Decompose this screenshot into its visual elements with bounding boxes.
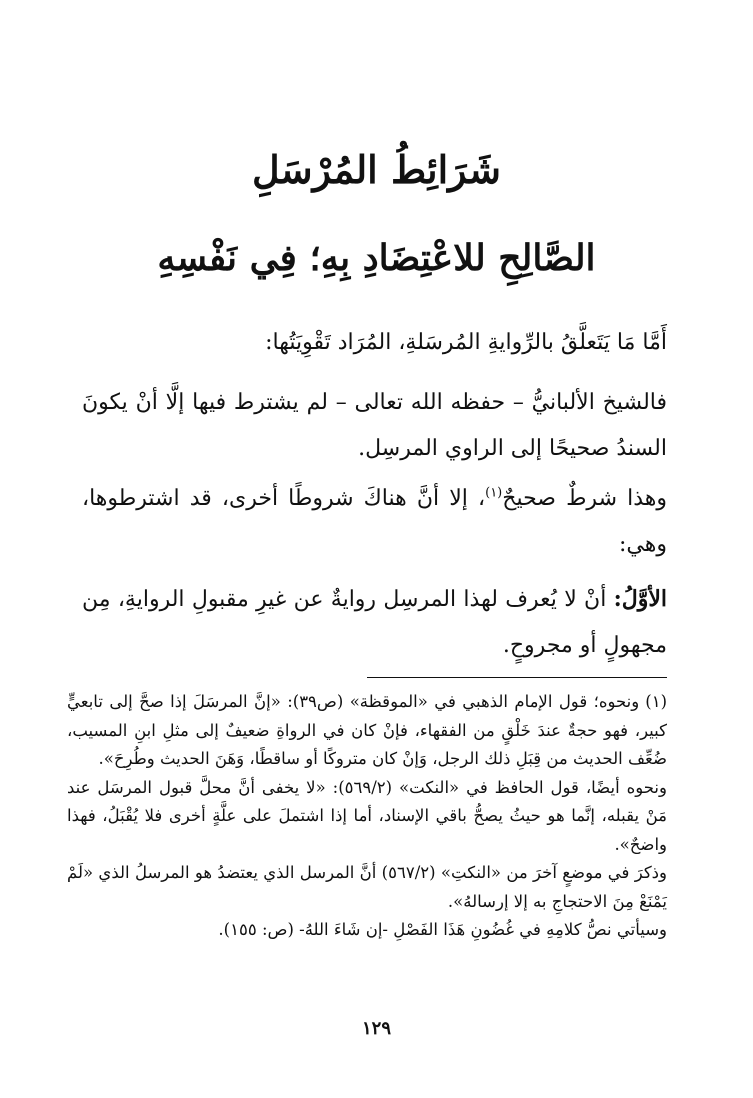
first-condition-text: أنْ لا يُعرف لهذا المرسِل روايةٌ عن غيرِ مقبولِ الروايةِ، مِن مجهولٍ أو مجروحٍ.: [82, 587, 667, 658]
chapter-subtitle: الصَّالِحِ للاعْتِضَادِ بِهِ؛ فِي نَفْسِهِ: [157, 237, 596, 279]
paragraph-conditions: [82, 476, 667, 568]
paragraph-conditions-end: ، إلا أنَّ هناكَ شروطًا أخرى، قد اشترطوها، وهي:: [82, 486, 667, 557]
footnote-1-number: (١): [645, 692, 667, 711]
footnote-reference: (١): [485, 485, 503, 501]
footnote-1-text: ونحوه؛ قول الإمام الذهبي في «الموقظة» (ص٣٩): «إنَّ المرسَلَ إذا صحَّ إلى تابعيٍّ كبير، فهو حجةٌ عندَ خَلْقٍ من الفقهاء، فإنْ كان في الرواةِ ضعيفٌ إلى مثلِ ابنِ المسيب، ضُعِّف الحديث من قِبَلِ ذلك الرجل، وَإنْ كان متروكًا أو ساقطًا، وَهَنَ الحديث وطُرِحَ».: [67, 692, 667, 768]
chapter-title: شَرَائِطُ المُرْسَلِ: [252, 147, 501, 192]
footnote-4: وسيأتي نصُّ كلامِهِ في غُضُونِ هَذَا الفَصْلِ -إن شَاءَ اللهُ- (ص: ١٥٥).: [218, 920, 667, 939]
paragraph-albani: فالشيخ الألبانيُّ – حفظه الله تعالى – لم يشترط فيها إلَّا أنْ يكونَ السندُ صحيحًا إلى الراوي المرسِل.: [82, 390, 667, 461]
page-number: ١٢٩: [361, 1018, 391, 1039]
paragraph-intro: أَمَّا مَا يَتَعلَّقُ بالرِّوايةِ المُرسَلةِ، المُرَاد تَقْوِيَتُها:: [265, 330, 667, 355]
footnote-2: ونحوه أيضًا، قول الحافظ في «النكت» (٥٦٩/٢): «لا يخفى أنَّ محلَّ قبول المرسَل عند مَنْ يقبله، إنَّما هو حيثُ يصحُّ باقي الإسناد، أما إذا اشتملَ على علَّةٍ أخرى فلا يُقْبَلُ، فهذا واضحٌ».: [67, 777, 667, 854]
footnote-1: [67, 688, 667, 774]
footnote-separator: [367, 677, 667, 678]
paragraph-first-condition: [82, 576, 667, 669]
footnote-3: وذكرَ في موضعٍ آخرَ من «النكتِ» (٥٦٧/٢) أنَّ المرسل الذي يعتضدُ هو المرسلُ الذي «لَمْ يَمْنَعْ مِنَ الاحتجاجِ به إلا إرسالهُ».: [67, 863, 667, 911]
footnotes: [67, 688, 667, 945]
paragraph-conditions-start: وهذا شرطٌ صحيحٌ: [502, 486, 667, 511]
first-condition-lead: الأوَّلُ:: [613, 586, 667, 612]
